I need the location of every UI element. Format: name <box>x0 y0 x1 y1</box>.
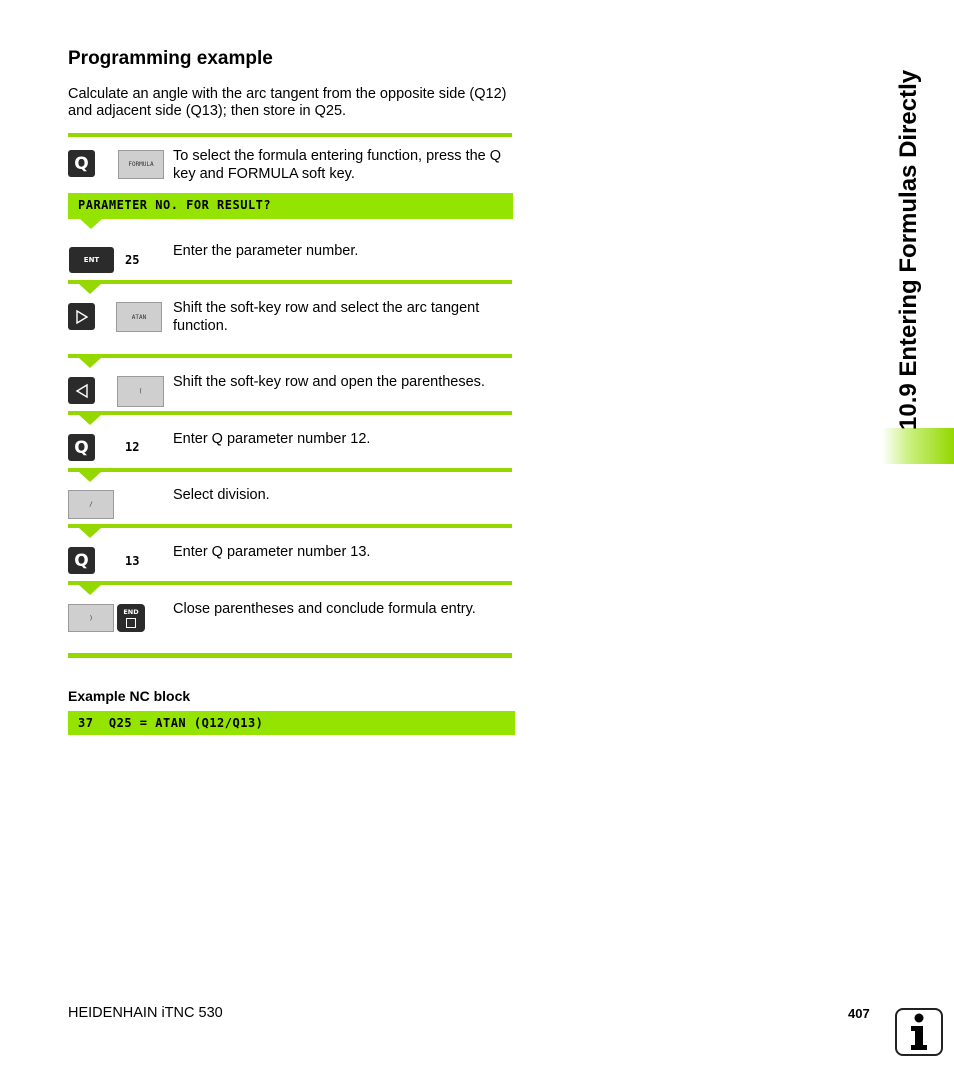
close-paren-softkey: ) <box>68 604 114 632</box>
divider <box>68 653 512 658</box>
step-description: Select division. <box>173 487 270 503</box>
section-heading: Programming example <box>68 48 273 69</box>
square-icon <box>126 618 136 628</box>
divider-notch <box>80 219 102 229</box>
section-tab <box>882 428 954 464</box>
divider-notch <box>79 284 101 294</box>
step-description: Enter Q parameter number 12. <box>173 431 371 447</box>
formula-softkey: FORMULA <box>118 150 164 179</box>
step-description: Enter the parameter number. <box>173 243 359 259</box>
step-description: Close parentheses and conclude formula entry. <box>173 601 476 617</box>
example-label: Example NC block <box>68 688 191 704</box>
end-key-label: END <box>123 608 139 616</box>
arrow-right-key <box>68 303 95 330</box>
divider <box>68 280 512 284</box>
arrow-left-key <box>68 377 95 404</box>
step-description: Shift the soft-key row and select the arc tangent function. <box>173 300 480 334</box>
parameter-number: 25 <box>125 253 140 267</box>
dialog-prompt: PARAMETER NO. FOR RESULT? <box>68 193 513 219</box>
divider <box>68 524 512 528</box>
q-key: Q <box>68 434 95 461</box>
ent-key: ENT <box>69 247 114 273</box>
q-key: Q <box>68 150 95 177</box>
section-title-text: 10.9 Entering Formulas Directly <box>895 69 922 430</box>
parameter-number: 12 <box>125 440 140 454</box>
divider-notch <box>79 472 101 482</box>
intro-text: Calculate an angle with the arc tangent from the opposite side (Q12) and adjacent side (Q13); then store in Q25. <box>68 86 507 119</box>
atan-softkey: ATAN <box>116 302 162 332</box>
parameter-number: 13 <box>125 554 140 568</box>
divider-notch <box>79 415 101 425</box>
q-key: Q <box>68 547 95 574</box>
divider <box>68 411 512 415</box>
end-key <box>117 604 145 632</box>
nc-block: 37 Q25 = ATAN (Q12/Q13) <box>68 711 515 735</box>
division-softkey: / <box>68 490 114 519</box>
info-icon <box>895 1008 943 1056</box>
divider-notch <box>79 528 101 538</box>
step-description: To select the formula entering function, press the Q key and FORMULA soft key. <box>173 148 502 182</box>
divider <box>68 581 512 585</box>
divider <box>68 354 512 358</box>
divider-notch <box>79 585 101 595</box>
footer-product: HEIDENHAIN iTNC 530 <box>68 1005 223 1021</box>
divider-notch <box>79 358 101 368</box>
page-number: 407 <box>848 1006 870 1021</box>
divider <box>68 133 512 137</box>
step-description: Shift the soft-key row and open the parentheses. <box>173 374 485 390</box>
step-description: Enter Q parameter number 13. <box>173 544 371 560</box>
arrow-right-icon <box>74 309 90 325</box>
open-paren-softkey: ( <box>117 376 164 407</box>
arrow-left-icon <box>74 383 90 399</box>
divider <box>68 468 512 472</box>
info-glyph <box>906 1013 932 1051</box>
